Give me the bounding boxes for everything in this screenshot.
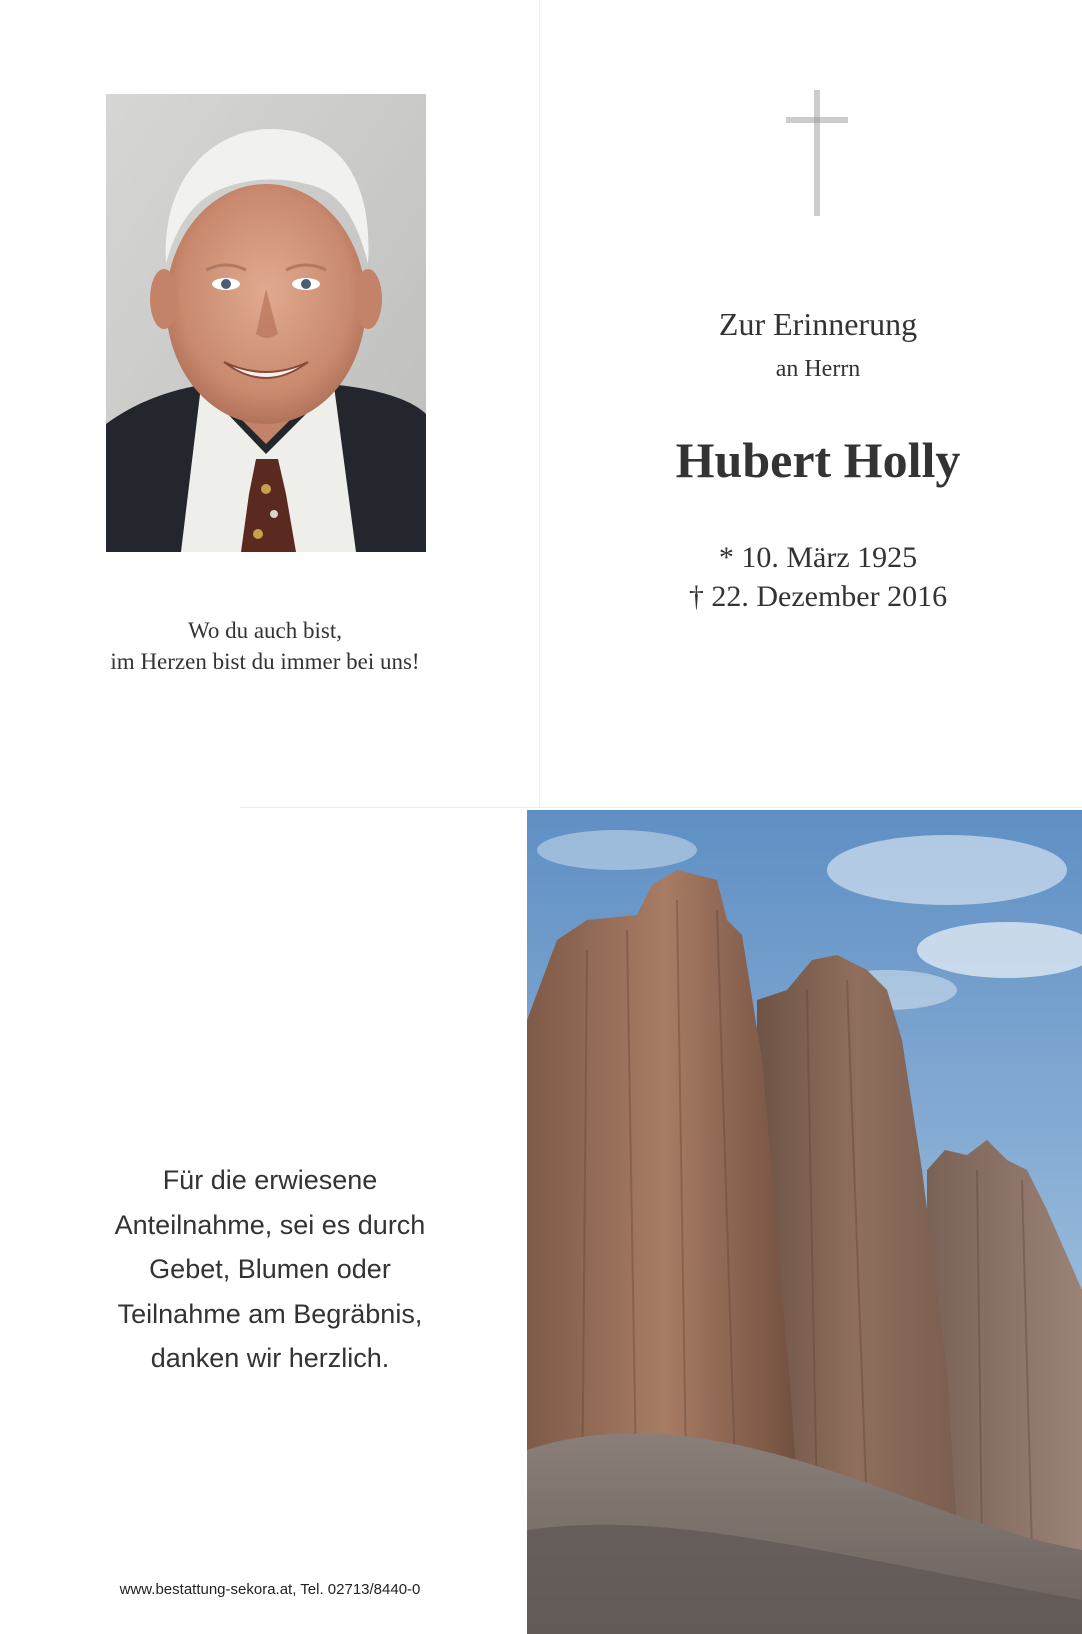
motto-line-2: im Herzen bist du immer bei uns! xyxy=(110,649,420,674)
fold-line-vertical xyxy=(539,0,540,808)
fold-line-horizontal xyxy=(240,807,1082,808)
thanks-line-1: Für die erwiesene xyxy=(162,1165,378,1195)
mountain-landscape-photo xyxy=(527,810,1082,1634)
thanks-line-4: Teilnahme am Begräbnis, xyxy=(117,1298,423,1329)
thanks-text xyxy=(60,1158,480,1381)
portrait-photo xyxy=(106,94,426,552)
salutation-text: an Herrn xyxy=(775,356,861,382)
motto-text xyxy=(60,615,470,677)
intro-text: Zur Erinnerung xyxy=(718,306,918,342)
footer-contact: www.bestattung-sekora.at, Tel. 02713/8440-0 xyxy=(119,1581,421,1598)
motto-line-1: Wo du auch bist, xyxy=(187,618,342,643)
thanks-line-5: danken wir herzlich. xyxy=(150,1343,390,1373)
thanks-line-2: Anteilnahme, sei es durch xyxy=(114,1209,426,1240)
thanks-line-3: Gebet, Blumen oder xyxy=(149,1254,391,1284)
deceased-name: Hubert Holly xyxy=(675,432,961,488)
birth-date: * 10. März 1925 xyxy=(718,541,918,574)
cross-icon xyxy=(784,88,850,218)
death-date: † 22. Dezember 2016 xyxy=(688,580,948,613)
